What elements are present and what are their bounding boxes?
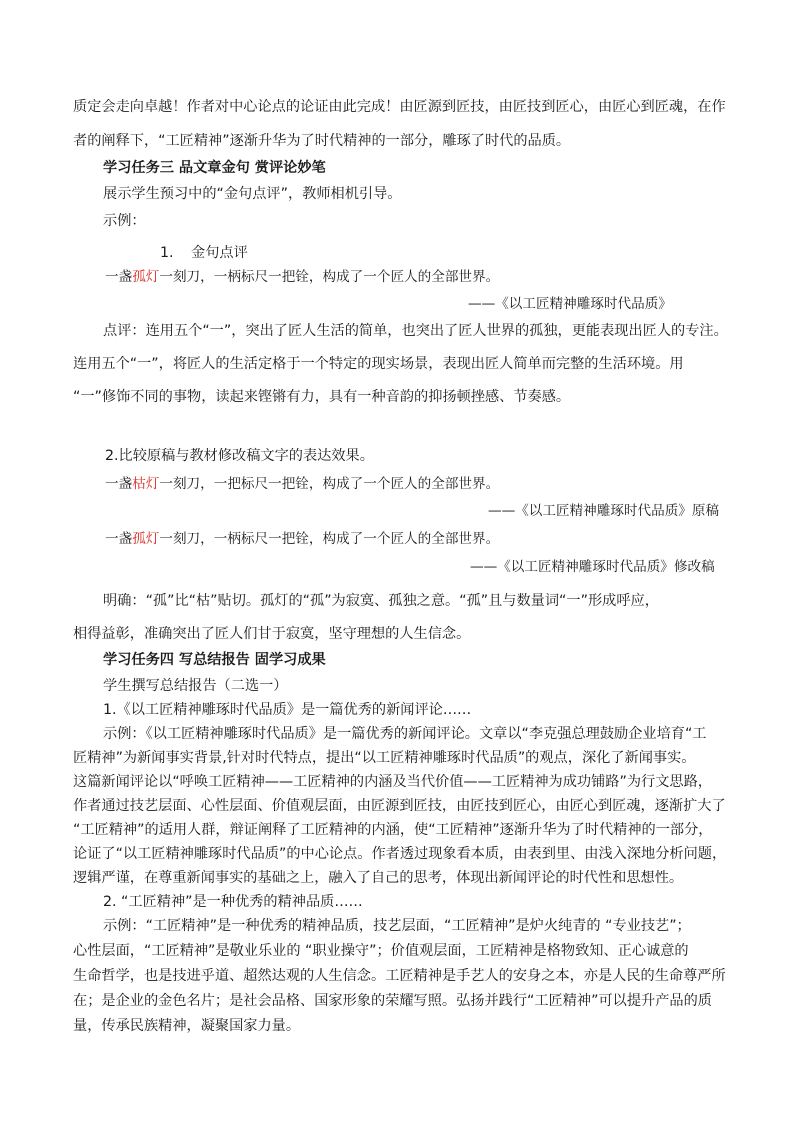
item2-heading: 2.比较原稿与教材修改稿文字的表达效果。: [105, 448, 374, 464]
para-continuation-line-1: 质定会走向卓越！作者对中心论点的论证由此完成！由匠源到匠技，由匠技到匠心，由匠心到匠魂，在作: [73, 99, 726, 115]
example2-line-2: 心性层面，“工匠精神”是敬业乐业的 “职业操守”；价值观层面，工匠精神是格物致知、正心诚意的: [73, 943, 689, 959]
comment-line-3: “一”修饰不同的事物，读起来铿锵有力，具有一种音韵的抑扬顿挫感、节奏感。: [73, 389, 571, 405]
quote2: [105, 474, 499, 494]
example2-line-4: 在；是企业的金色名片；是社会品格、国家形象的荣耀写照。弘扬并践行“工匠精神”可以提升产品的质: [73, 993, 712, 1009]
report2-heading: 2. “工匠精神”是一种优秀的精神品质……: [103, 894, 363, 910]
example2-line-5: 量，传承民族精神，凝聚国家力量。: [73, 1018, 301, 1034]
example1-line-7: 逻辑严谨，在尊重新闻事实的基础之上，融入了自己的思考，体现出新闻评论的时代性和思想性。: [73, 870, 684, 886]
example2-line-3: 生命哲学，也是技进乎道、超然达观的人生信念。工匠精神是手艺人的安身之本，亦是人民的生命尊严所: [73, 968, 726, 984]
clarify-line-2: 相得益彰，准确突出了匠人们甘于寂寞，坚守理想的人生信念。: [73, 626, 471, 642]
quote2-highlight: 枯灯: [132, 476, 160, 492]
report1-heading: 1.《以工匠精神雕琢时代品质》是一篇优秀的新闻评论……: [103, 702, 472, 718]
clarify-line-1: 明确：“孤”比“枯”贴切。孤灯的“孤”为寂寞、孤独之意。“孤”且与数量词“一”形成呼应，: [103, 593, 659, 609]
quote1: [105, 267, 499, 287]
example1-line-2: 匠精神”为新闻事实背景,针对时代特点，提出“以工匠精神雕琢时代品质”的观点，深化了新闻事实。: [73, 750, 696, 766]
example1-line-1: 示例：《以工匠精神雕琢时代品质》是一篇优秀的新闻评论。文章以“李克强总理鼓励企业培育“工: [103, 726, 707, 742]
quote1-source: ——《以工匠精神雕琢时代品质》: [468, 296, 672, 312]
quote2-source: ——《以工匠精神雕琢时代品质》原稿: [488, 503, 720, 519]
example1-line-4: 作者通过技艺层面、心性层面、价值观层面，由匠源到匠技，由匠技到匠心，由匠心到匠魂，逐渐扩大了: [73, 798, 726, 814]
quote3: [105, 529, 499, 549]
example2-line-1: 示例：“工匠精神”是一种优秀的精神品质，技艺层面，“工匠精神”是炉火纯青的 “专业技艺”；: [103, 918, 691, 934]
quote2-post: 一刻刀，一把标尺一把铨，构成了一个匠人的全部世界。: [159, 476, 500, 492]
item1-number: 1.: [160, 245, 174, 261]
quote1-pre: 一盏: [105, 269, 133, 285]
task3-intro: 展示学生预习中的“金句点评”，教师相机引导。: [103, 186, 402, 202]
quote3-post: 一刻刀，一柄标尺一把铨，构成了一个匠人的全部世界。: [159, 531, 500, 547]
quote3-pre: 一盏: [105, 531, 133, 547]
example1-line-6: 论证了“以工匠精神雕琢时代品质”的中心论点。作者透过现象看本质，由表到里、由浅入深地分析问题，: [73, 846, 727, 862]
quote1-post: 一刻刀，一柄标尺一把铨，构成了一个匠人的全部世界。: [159, 269, 500, 285]
comment-line-2: 连用五个“一”，将匠人的生活定格于一个特定的现实场景，表现出匠人简单而完整的生活环境。用: [73, 356, 684, 372]
comment-line-1: 点评：连用五个“一”，突出了匠人生活的简单，也突出了匠人世界的孤独，更能表现出匠人的专注。: [103, 323, 728, 339]
quote3-source: ——《以工匠精神雕琢时代品质》修改稿: [470, 559, 715, 575]
example-label: 示例：: [103, 213, 146, 229]
quote3-highlight: 孤灯: [132, 531, 160, 547]
para-continuation-line-2: 者的阐释下，“工匠精神”逐渐升华为了时代精神的一部分，雕琢了时代的品质。: [73, 133, 571, 149]
quote2-pre: 一盏: [105, 476, 133, 492]
task3-heading: 学习任务三 品文章金句 赏评论妙笔: [103, 160, 326, 176]
item1-title: 金句点评: [191, 245, 248, 261]
quote1-highlight: 孤灯: [132, 269, 160, 285]
example1-line-3: 这篇新闻评论以“呼唤工匠精神——工匠精神的内涵及当代价值——工匠精神为成功铺路”为行文思路，: [73, 774, 712, 790]
task4-intro: 学生撰写总结报告（二选一）: [103, 678, 288, 694]
task4-heading: 学习任务四 写总结报告 固学习成果: [103, 652, 326, 668]
example1-line-5: “工匠精神”的适用人群，辩证阐释了工匠精神的内涵，使“工匠精神”逐渐升华为了时代精神的一部分，: [73, 822, 713, 838]
